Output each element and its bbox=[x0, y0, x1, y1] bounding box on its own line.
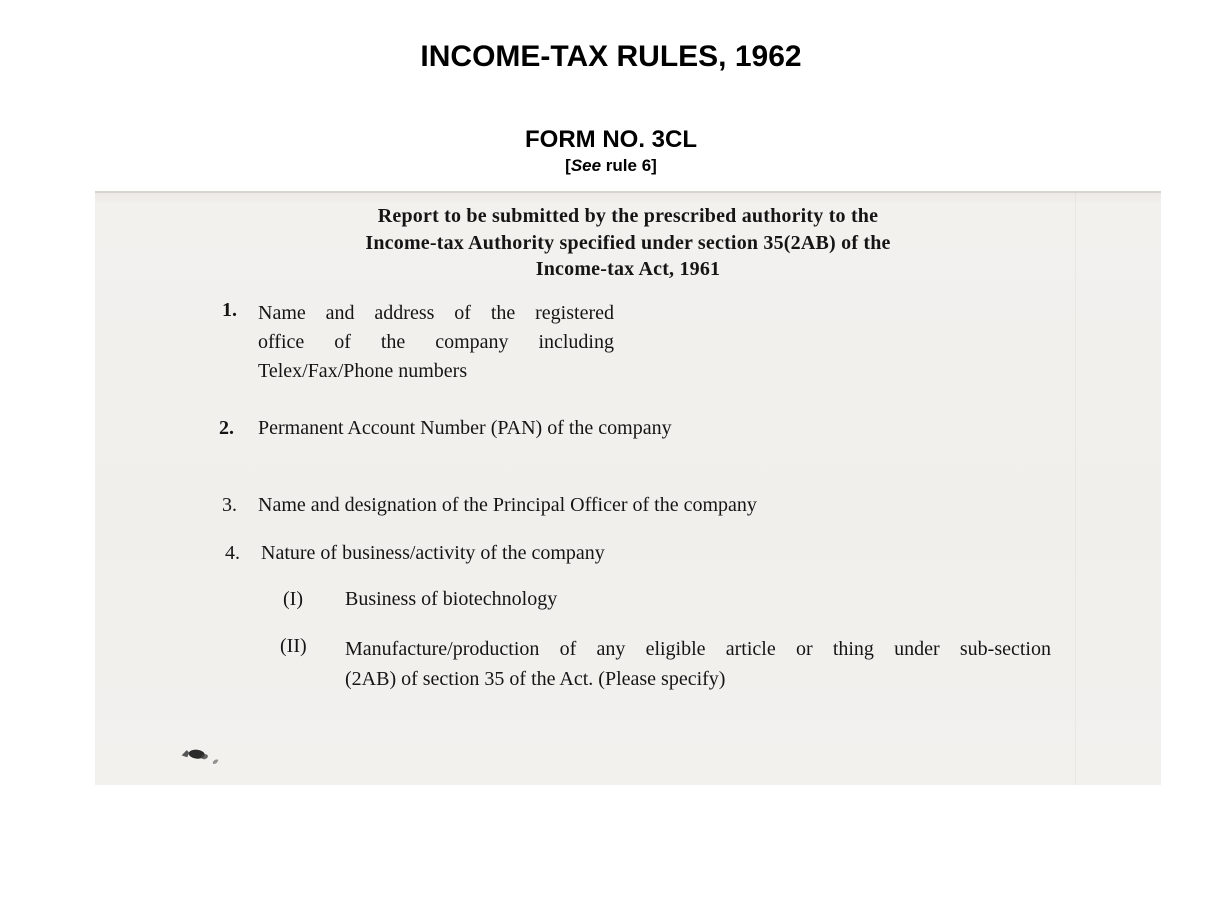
item-text: Name and designation of the Principal Officer of the company bbox=[258, 494, 757, 516]
scan-heading-line: Income-tax Act, 1961 bbox=[535, 258, 721, 280]
item-number: 4. bbox=[225, 542, 240, 564]
subitem-number: (I) bbox=[283, 588, 303, 610]
scan-heading-line: Income-tax Authority specified under section 35(2AB) of the bbox=[365, 231, 891, 254]
subitem-number: (II) bbox=[280, 635, 307, 657]
item-text: Permanent Account Number (PAN) of the company bbox=[258, 417, 672, 439]
subitem-text bbox=[345, 635, 1051, 694]
scanned-form-image bbox=[95, 191, 1161, 785]
item-number: 2. bbox=[219, 417, 234, 439]
ink-smudge-artifact bbox=[178, 737, 229, 782]
item-text-line: office of the company including bbox=[258, 331, 614, 353]
subitem-text-line: (2AB) of section 35 of the Act. (Please specify) bbox=[345, 667, 726, 690]
item-number: 1. bbox=[222, 299, 237, 321]
item-text: Nature of business/activity of the company bbox=[261, 542, 605, 564]
subitem-text-line: Manufacture/production of any eligible article or thing under sub-section bbox=[345, 638, 1051, 660]
item-text-line: Telex/Fax/Phone numbers bbox=[258, 360, 468, 382]
document-title: INCOME-TAX RULES, 1962 bbox=[420, 40, 802, 73]
form-number-heading: FORM NO. 3CL bbox=[525, 126, 697, 153]
scan-heading-line: Report to be submitted by the prescribed authority to the bbox=[377, 205, 879, 227]
see-rule-prefix: [ bbox=[565, 156, 571, 175]
scan-form-heading bbox=[95, 203, 1161, 283]
see-rule-italic: See bbox=[570, 156, 602, 175]
subitem-text: Business of biotechnology bbox=[345, 588, 558, 610]
see-rule-suffix: rule 6] bbox=[601, 156, 657, 175]
item-text-line: Name and address of the registered bbox=[258, 302, 614, 324]
item-text bbox=[258, 299, 614, 386]
item-number: 3. bbox=[222, 494, 237, 516]
see-rule-line bbox=[0, 156, 1222, 176]
